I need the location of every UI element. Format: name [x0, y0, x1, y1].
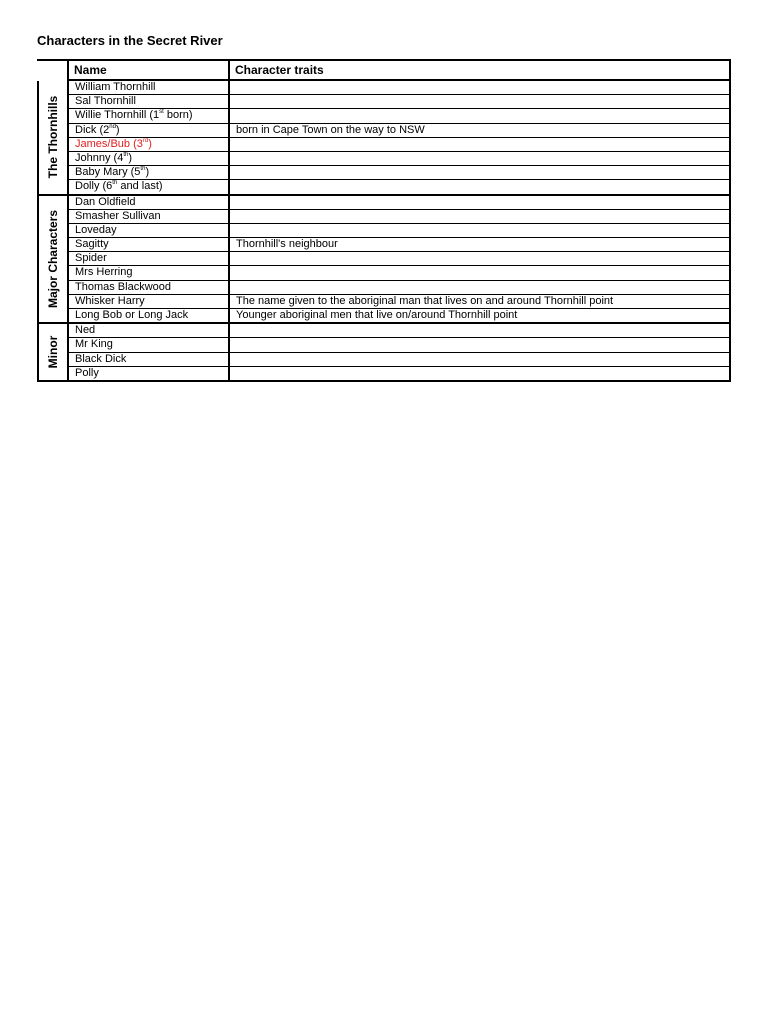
group-label: Major Characters — [46, 209, 60, 308]
traits-cell — [230, 252, 729, 265]
table-row — [69, 367, 729, 380]
name-suffix: ) — [128, 151, 132, 164]
group-rows — [69, 196, 729, 323]
group-label-cell — [39, 324, 69, 380]
traits-cell — [230, 81, 729, 94]
group-minor — [37, 322, 729, 380]
table-row — [69, 124, 729, 138]
name-cell — [69, 309, 230, 322]
ordinal-suffix: th — [140, 166, 146, 173]
name-cell — [69, 252, 230, 265]
name-cell — [69, 224, 230, 237]
character-name: Whisker Harry — [75, 294, 145, 307]
character-name: Smasher Sullivan — [75, 209, 161, 222]
name-cell — [69, 95, 230, 108]
name-cell — [69, 238, 230, 251]
traits-cell — [230, 180, 729, 193]
traits-cell: The name given to the aboriginal man that lives on and around Thornhill point — [236, 294, 614, 307]
name-cell — [69, 367, 230, 380]
ordinal-suffix: th — [112, 180, 118, 187]
traits-cell — [230, 353, 729, 366]
traits-cell — [230, 367, 729, 380]
characters-table — [37, 59, 731, 382]
traits-cell — [230, 281, 729, 294]
name-cell — [69, 138, 230, 151]
table-row — [69, 324, 729, 338]
table-row — [69, 338, 729, 352]
traits-cell — [230, 152, 729, 165]
traits-cell — [230, 266, 729, 279]
traits-cell: Younger aboriginal men that live on/around Thornhill point — [236, 309, 518, 321]
traits-cell — [230, 338, 729, 351]
table-row — [69, 295, 729, 309]
name-cell — [69, 109, 230, 122]
table-row — [69, 152, 729, 166]
character-name: Black Dick — [75, 352, 127, 365]
name-cell — [69, 152, 230, 165]
traits-cell: Thornhill's neighbour — [236, 238, 338, 251]
group-rows — [69, 81, 729, 194]
table-row — [69, 166, 729, 180]
table-row — [69, 252, 729, 266]
name-cell — [69, 324, 230, 337]
traits-cell: born in Cape Town on the way to NSW — [236, 123, 425, 136]
character-name: Ned — [75, 324, 96, 337]
name-suffix: ) — [148, 137, 152, 150]
traits-cell — [230, 324, 729, 337]
name-cell — [69, 210, 230, 223]
name-cell — [69, 266, 230, 279]
header-traits: Character traits — [235, 63, 324, 77]
character-name: Dan Oldfield — [75, 195, 136, 208]
character-name: Sal Thornhill — [75, 95, 136, 108]
character-name: James/Bub (3 — [75, 137, 143, 150]
group-major-characters — [37, 194, 729, 323]
name-cell — [69, 166, 230, 179]
table-header-row — [67, 61, 729, 81]
table-row — [69, 95, 729, 109]
character-name: Spider — [75, 252, 107, 265]
name-suffix: ) — [145, 166, 150, 179]
character-name: Dolly (6 — [75, 180, 113, 193]
character-name: Long Bob or Long Jack — [75, 309, 189, 321]
group-label-cell — [39, 81, 69, 194]
character-name: Thomas Blackwood — [75, 280, 171, 293]
document-title: Characters in the Secret River — [37, 33, 223, 48]
name-cell — [69, 353, 230, 366]
table-row — [69, 353, 729, 367]
name-cell — [69, 124, 230, 137]
ordinal-suffix: th — [123, 151, 129, 158]
character-name: Willie Thornhill (1 — [75, 109, 160, 122]
name-cell — [69, 81, 230, 94]
header-name: Name — [69, 61, 230, 79]
traits-cell — [230, 138, 729, 151]
name-cell — [69, 196, 230, 209]
table-row — [69, 309, 729, 322]
character-name: Mr King — [75, 338, 113, 351]
group-the-thornhills — [37, 81, 729, 194]
character-name: Dick (2 — [75, 123, 110, 136]
traits-cell — [230, 224, 729, 237]
name-suffix: ) — [115, 123, 120, 136]
table-row — [69, 196, 729, 210]
name-cell — [69, 338, 230, 351]
table-row — [69, 180, 729, 193]
traits-cell — [230, 95, 729, 108]
traits-cell — [230, 166, 729, 179]
name-suffix: and last) — [117, 180, 163, 193]
character-name: Polly — [75, 366, 99, 379]
group-label: The Thornhills — [46, 95, 60, 179]
ordinal-suffix: st — [159, 109, 164, 116]
character-name: Sagitty — [75, 238, 109, 251]
table-row — [69, 266, 729, 280]
group-label: Minor — [46, 335, 60, 369]
table-body — [37, 81, 729, 380]
character-name: Baby Mary (5 — [75, 166, 141, 179]
name-cell — [69, 180, 230, 193]
character-name: Johnny (4 — [75, 151, 124, 164]
name-cell — [69, 295, 230, 308]
name-cell — [69, 281, 230, 294]
table-row — [69, 210, 729, 224]
table-row — [69, 138, 729, 152]
ordinal-suffix: rd — [142, 137, 149, 144]
traits-cell — [230, 109, 729, 122]
ordinal-suffix: nd — [109, 123, 116, 130]
table-row — [69, 109, 729, 123]
group-label-cell — [39, 196, 69, 323]
table-row — [69, 238, 729, 252]
traits-cell — [230, 210, 729, 223]
table-row — [69, 81, 729, 95]
name-suffix: born) — [163, 109, 193, 122]
traits-cell — [230, 196, 729, 209]
character-name: William Thornhill — [75, 81, 156, 93]
table-row — [69, 281, 729, 295]
group-rows — [69, 324, 729, 380]
character-name: Loveday — [75, 223, 117, 236]
character-name: Mrs Herring — [75, 266, 133, 279]
table-row — [69, 224, 729, 238]
